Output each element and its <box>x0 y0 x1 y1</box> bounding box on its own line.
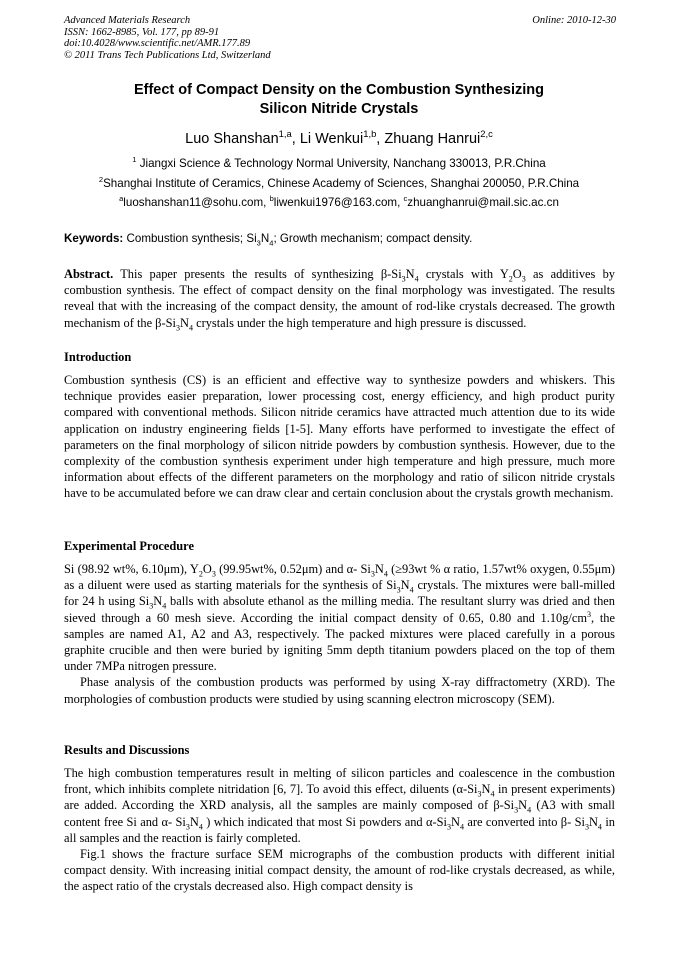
subscript: 3 <box>211 569 216 579</box>
introduction-text: Combustion synthesis (CS) is an efficient and effective way to synthesize powders and whiskers. This technique provides easier preparation, lower processing cost, energy efficiency, and high product purity compared with conventional methods. Silicon nitride ceramics have attracted much attention due to its wide application on industry engineering fields [1-5]. Many efforts have performed to investigate the effect of parameters on the final morphology of silicon nitride powders by combustion synthesis. However, due to the complexity of the combustion synthesis experiment under high temperature and high pressure, much more information about effects of the different parameters on the morphology and ratio of silicon nitride crystals have to be accumulated before we can draw clear and certain conclusion about the crystals growth mechanism. <box>64 373 615 501</box>
superscript: 3 <box>587 609 592 619</box>
results-text <box>64 765 615 895</box>
keywords-text: ; Growth mechanism; compact density. <box>273 232 473 245</box>
email-c-mark: c <box>403 194 408 204</box>
experimental-text: crystals. The mixtures were ball-milled for 24 h using Si <box>64 578 615 609</box>
experimental-text: Si (98.92 wt%, 6.10μm), Y <box>64 562 199 576</box>
experimental-heading: Experimental Procedure <box>64 539 194 553</box>
subscript: 3 <box>514 805 519 815</box>
abstract-text: crystals under the high temperature and high pressure is discussed. <box>192 315 527 330</box>
results-text: N <box>518 798 528 813</box>
subscript: 3 <box>149 601 154 611</box>
abstract <box>64 266 615 331</box>
author-1-affil: 1,a <box>278 128 292 140</box>
affiliation-2-mark: 2 <box>98 175 104 185</box>
results-text: N <box>481 782 491 797</box>
keywords-label: Keywords: <box>64 232 124 245</box>
results-text: (A3 with small content free Si and α- Si <box>64 798 615 829</box>
results-text: N <box>451 814 460 829</box>
subscript: 4 <box>162 601 167 611</box>
affiliation-1 <box>40 157 638 170</box>
experimental-text: N <box>400 578 410 593</box>
email-b[interactable]: liwenkui1976@163.com <box>273 196 398 209</box>
online-date: Online: 2010-12-30 <box>532 15 616 26</box>
results-text: ) which indicated that most Si powders and α-Si <box>202 814 447 829</box>
subscript: 2 <box>198 569 203 579</box>
title-line-1: Effect of Compact Density on the Combustion Synthesizing <box>133 82 545 98</box>
author-2-affil: 1,b <box>363 128 377 140</box>
copyright-line: © 2011 Trans Tech Publications Ltd, Switzerland <box>64 49 271 61</box>
affiliation-1-text: Jiangxi Science & Technology Normal University, Nanchang 330013, P.R.China <box>136 157 546 170</box>
subscript: 4 <box>198 822 203 832</box>
subscript: 3 <box>175 323 180 333</box>
issn-line: ISSN: 1662-8985, Vol. 177, pp 89-91 <box>64 26 220 38</box>
affiliation-1-mark: 1 <box>132 155 137 165</box>
abstract-text: N <box>179 315 189 330</box>
subscript: 4 <box>188 323 193 333</box>
introduction-heading: Introduction <box>64 350 132 364</box>
abstract-text: O <box>512 267 522 281</box>
subscript: 3 <box>370 569 375 579</box>
experimental-text: (99.95wt%, 0.52μm) and α- Si <box>215 562 371 576</box>
paper-title <box>40 81 638 119</box>
author-3-affil: 2,c <box>480 128 493 140</box>
author-list: Luo Shanshan$^{1,a}$, Li Wenkui$^{1,b}$, Zhuang Hanrui$^{2,c}$ <box>185 128 493 147</box>
abstract-label: Abstract. <box>64 267 114 281</box>
email-a[interactable]: luoshanshan11@sohu.com <box>123 196 264 209</box>
email-list: $^a$luoshanshan11@sohu.com, $^b$liwenkui1976@163.com, $^c$zhuanghanrui@mail.sic.ac.cn <box>119 194 559 209</box>
subscript: 3 <box>446 822 451 832</box>
subscript: 4 <box>383 569 388 579</box>
experimental-paragraph-2: Phase analysis of the combustion products was performed by using X-ray diffractometry (XRD). The morphologies of combustion products were studied by using scanning electron microscopy (SEM). <box>64 675 615 706</box>
subscript: 3 <box>521 274 526 284</box>
abstract-text: N <box>405 267 415 281</box>
subscript: 4 <box>414 274 419 284</box>
subscript: 4 <box>459 822 464 832</box>
experimental-text: N <box>153 594 163 609</box>
experimental-text: balls with absolute ethanol as the milling media. The resultant slurry was dried and then sieved through a 60 mesh sieve. According the initial compact density of 0.65, 0.80 and 1.10g/cm <box>64 594 615 625</box>
abstract-text: crystals with Y <box>418 267 509 281</box>
subscript: 3 <box>477 789 482 799</box>
subscript: 4 <box>527 805 532 815</box>
results-text: in present experiments) are added. According the XRD analysis, all the samples are mainly composed of β-Si <box>64 782 615 813</box>
experimental-text: , the samples are named A1, A2 and A3, respectively. The packed mixtures were placed carefully in a porous graphite crucible and then were buried by igniting 5mm depth titanium powders placed on the top of them under 7MPa nitrogen pressure. <box>64 610 615 674</box>
doi-line: doi:10.4028/www.scientific.net/AMR.177.89 <box>64 38 251 50</box>
results-text: in all samples and the reaction is fairly completed. <box>64 814 615 845</box>
results-heading: Results and Discussions <box>64 743 190 757</box>
experimental-text <box>64 561 615 707</box>
subscript: 3 <box>185 822 190 832</box>
experimental-text: (≥93wt % α ratio, 1.57wt% oxygen, 0.55μm) as a diluent were used as starting materials for the synthesis of Si <box>64 562 615 593</box>
subscript: 4 <box>490 789 495 799</box>
journal-name: Advanced Materials Research <box>64 15 191 26</box>
email-c[interactable]: zhuanghanrui@mail.sic.ac.cn <box>407 196 559 209</box>
keywords-text: Combustion synthesis; Si <box>123 232 257 245</box>
experimental-text: N <box>374 562 384 576</box>
affiliation-2 <box>40 177 638 190</box>
email-a-mark: a <box>119 194 124 204</box>
abstract-text: as additives by combustion synthesis. The effect of compact density on the final morphology was investigated. The results reveal that with the increasing of the compact density, the amount of rod-like crystals decreased. The growth mechanism of the β-Si <box>64 267 615 330</box>
results-text: N <box>189 814 199 829</box>
keywords-text: N <box>260 232 270 245</box>
author-3: Zhuang Hanrui <box>384 131 481 147</box>
subscript: 3 <box>396 585 401 595</box>
subscript: 3 <box>401 274 406 284</box>
results-paragraph-2: Fig.1 shows the fracture surface SEM micrographs of the combustion products with different initial compact density. With increasing initial compact density, the amount of rod-like crystals decreased, as while, the aspect ratio of the crystals decreased also. High compact density is <box>64 847 615 894</box>
journal-header <box>64 15 616 61</box>
results-text: N <box>588 814 598 829</box>
affiliation-2-text: Shanghai Institute of Ceramics, Chinese Academy of Sciences, Shanghai 200050, P.R.China <box>103 177 580 190</box>
email-b-mark: b <box>269 194 274 204</box>
subscript: 4 <box>597 822 602 832</box>
author-1: Luo Shanshan <box>185 131 279 147</box>
subscript: 3 <box>256 238 261 248</box>
subscript: 3 <box>584 822 589 832</box>
abstract-text: This paper presents the results of synthesizing β-Si <box>113 267 402 281</box>
results-text: The high combustion temperatures result in melting of silicon particles and coalescence in the combustion front, which inhibits complete nitridation [6, 7]. To avoid this effect, diluents (α-Si <box>64 766 615 797</box>
subscript: 4 <box>269 238 274 248</box>
author-2: Li Wenkui <box>299 131 364 147</box>
keywords <box>64 232 616 248</box>
results-text: are converted into β- Si <box>463 814 585 829</box>
subscript: 4 <box>409 585 414 595</box>
experimental-text: O <box>202 562 212 576</box>
subscript: 2 <box>508 274 513 284</box>
title-line-2: Silicon Nitride Crystals <box>259 101 419 117</box>
